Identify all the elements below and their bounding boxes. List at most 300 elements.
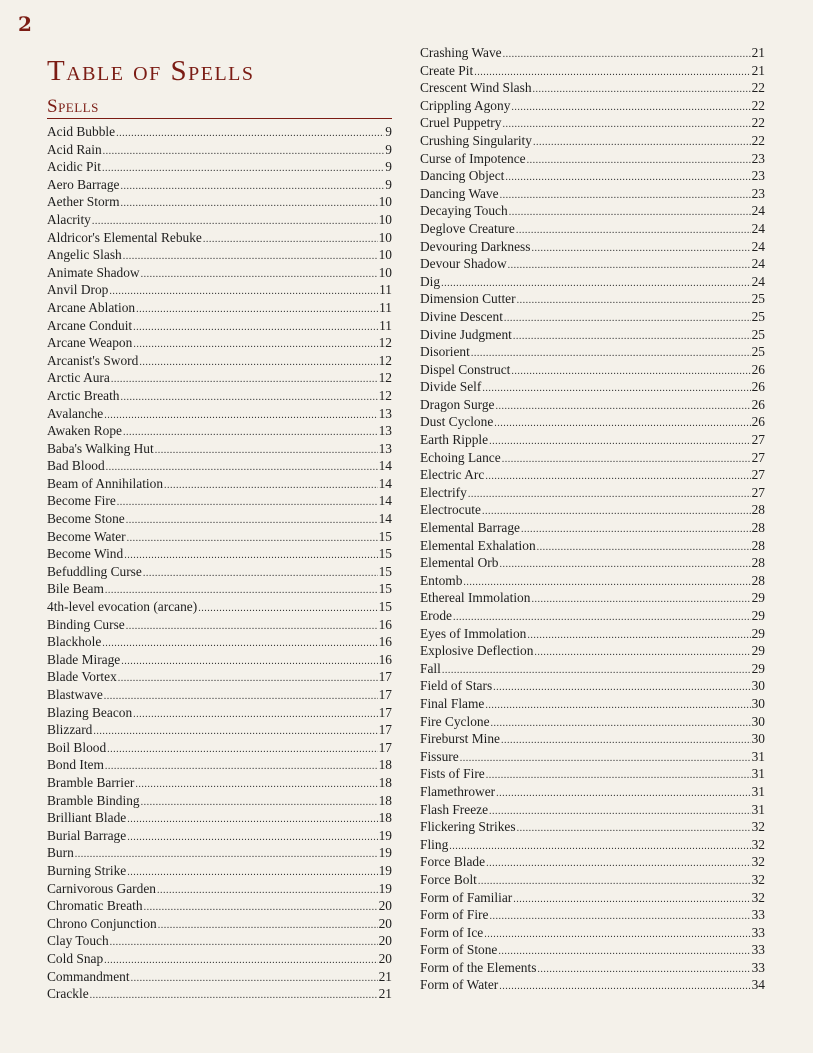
spell-name: Elemental Exhalation (420, 537, 536, 553)
page-ref: 10 (378, 264, 392, 280)
spell-name: Form of Familiar (420, 889, 513, 905)
toc-entry[interactable] (47, 123, 392, 141)
spell-name: Acid Bubble (47, 124, 116, 139)
spell-name: Fling (420, 836, 449, 852)
spell-name: Fall (420, 660, 441, 676)
page-ref: 15 (378, 528, 392, 544)
dot-leader (501, 732, 751, 750)
toc-entry[interactable] (47, 422, 392, 440)
toc-entry[interactable] (420, 572, 765, 590)
spell-name: Cold Snap (47, 950, 104, 966)
toc-entry[interactable] (47, 827, 392, 845)
toc-entry[interactable] (47, 968, 392, 986)
spell-name: Carnivorous Garden (47, 880, 156, 896)
toc-entry[interactable] (420, 906, 765, 924)
dot-leader (534, 644, 750, 662)
spell-name: Elemental Barrage (420, 520, 521, 536)
page-ref: 30 (751, 695, 765, 711)
page-ref: 12 (378, 335, 392, 351)
spell-name: Become Wind (47, 546, 124, 562)
toc-entry[interactable] (420, 625, 765, 643)
toc-entry[interactable] (47, 317, 392, 335)
page-number: 2 (18, 12, 32, 36)
spell-name: Chrono Conjunction (47, 915, 157, 931)
dot-leader (502, 116, 750, 134)
spell-name: Create Pit (420, 62, 474, 78)
toc-entry[interactable] (420, 783, 765, 801)
toc-entry[interactable] (420, 273, 765, 291)
toc-entry[interactable] (47, 739, 392, 757)
dot-leader (502, 451, 751, 469)
dot-leader (107, 741, 377, 759)
toc-entry[interactable] (420, 255, 765, 273)
toc-entry[interactable] (47, 668, 392, 686)
toc-entry[interactable] (47, 932, 392, 950)
dot-leader (505, 169, 750, 187)
page-ref: 27 (751, 484, 765, 500)
toc-entry[interactable] (47, 492, 392, 510)
spell-name: Crushing Singularity (420, 132, 532, 148)
toc-entry[interactable] (420, 167, 765, 185)
toc-entry[interactable] (420, 642, 765, 660)
toc-entry[interactable] (47, 809, 392, 827)
dot-leader (485, 697, 750, 715)
spell-name: Form of Water (420, 977, 499, 993)
spell-name: Erode (420, 608, 452, 623)
dot-leader (508, 257, 751, 275)
spell-name: Disorient (420, 344, 470, 360)
page-ref: 15 (378, 546, 392, 562)
dot-leader (109, 283, 378, 301)
spell-name: Form of Fire (420, 907, 489, 923)
page-ref: 29 (751, 590, 765, 606)
spell-name: Beam of Annihilation (47, 475, 164, 491)
page-ref: 10 (378, 247, 392, 263)
page-ref: 11 (379, 317, 392, 333)
toc-entry[interactable] (47, 193, 392, 211)
toc-entry[interactable] (47, 369, 392, 387)
toc-entry[interactable] (420, 713, 765, 731)
toc-entry[interactable] (420, 431, 765, 449)
dot-leader (513, 328, 751, 346)
page-ref: 34 (751, 977, 765, 993)
page-ref: 19 (378, 845, 392, 861)
spell-name: Clay Touch (47, 933, 109, 949)
toc-entry[interactable] (47, 528, 392, 546)
page-ref: 30 (751, 713, 765, 729)
dot-leader (491, 715, 751, 733)
dot-leader (527, 627, 750, 645)
toc-entry[interactable] (420, 801, 765, 819)
dot-leader (496, 398, 751, 416)
spell-name: Crashing Wave (420, 45, 502, 60)
spell-name: Baba's Walking Hut (47, 440, 154, 456)
spell-name: Dimension Cutter (420, 291, 516, 307)
spell-name: Burn (47, 845, 74, 861)
page-ref: 33 (751, 907, 765, 923)
page-ref: 28 (751, 537, 765, 553)
page-ref: 27 (751, 432, 765, 448)
dot-leader (126, 512, 378, 530)
spell-name: Fireburst Mine (420, 731, 500, 747)
spell-name: Dancing Object (420, 168, 505, 184)
page-ref: 18 (378, 810, 392, 826)
toc-entry[interactable] (47, 246, 392, 264)
toc-entry[interactable] (420, 466, 765, 484)
dot-leader (489, 803, 751, 821)
spell-name: Curse of Impotence (420, 150, 526, 166)
toc-entry[interactable] (420, 765, 765, 783)
toc-entry[interactable] (47, 387, 392, 405)
page-ref: 31 (751, 766, 765, 782)
page-ref: 25 (751, 344, 765, 360)
toc-entry[interactable] (420, 185, 765, 203)
dot-leader (521, 521, 751, 539)
page-ref: 11 (379, 282, 392, 298)
dot-leader (117, 494, 378, 512)
toc-entry[interactable] (420, 607, 765, 625)
spell-name: Bramble Barrier (47, 774, 135, 790)
dot-leader (482, 380, 750, 398)
toc-entry[interactable] (420, 413, 765, 431)
dot-leader (121, 178, 385, 196)
page-ref: 32 (751, 819, 765, 835)
page-ref: 22 (751, 97, 765, 113)
page-ref: 29 (751, 660, 765, 676)
toc-entry[interactable] (47, 844, 392, 862)
spell-name: Crescent Wind Slash (420, 80, 532, 96)
spell-name: Crackle (47, 986, 89, 1002)
page-ref: 28 (751, 520, 765, 536)
page-ref: 18 (378, 757, 392, 773)
toc-entry[interactable] (47, 211, 392, 229)
page-ref: 29 (751, 643, 765, 659)
toc-entry[interactable] (47, 985, 392, 1003)
toc-entry[interactable] (47, 334, 392, 352)
page-ref: 20 (378, 950, 392, 966)
dot-leader (164, 477, 378, 495)
toc-entry[interactable] (47, 633, 392, 651)
toc-entry[interactable] (420, 818, 765, 836)
spell-name: Electrify (420, 484, 467, 500)
dot-leader (123, 424, 378, 442)
toc-entry[interactable] (47, 950, 392, 968)
toc-entry[interactable] (420, 730, 765, 748)
toc-entry[interactable] (420, 924, 765, 942)
toc-entry[interactable] (47, 580, 392, 598)
toc-entry[interactable] (420, 537, 765, 555)
toc-entry[interactable] (420, 44, 765, 62)
dot-leader (517, 292, 751, 310)
dot-leader (144, 899, 378, 917)
spell-name: Awaken Rope (47, 423, 123, 439)
spell-name: Chromatic Breath (47, 898, 143, 914)
dot-leader (133, 319, 378, 337)
toc-entry[interactable] (420, 132, 765, 150)
toc-entry[interactable] (420, 449, 765, 467)
toc-entry[interactable] (47, 915, 392, 933)
dot-leader (133, 336, 377, 354)
spell-name: Decaying Touch (420, 203, 508, 219)
toc-entry[interactable] (420, 484, 765, 502)
toc-entry[interactable] (420, 343, 765, 361)
spell-name: Angelic Slash (47, 247, 122, 263)
spell-name: Become Fire (47, 493, 116, 509)
page-ref: 10 (378, 194, 392, 210)
spell-name: Acidic Pit (47, 159, 101, 175)
toc-entry[interactable] (420, 238, 765, 256)
page-ref: 9 (385, 159, 392, 175)
spell-name: Bond Item (47, 757, 104, 773)
spell-name: Form of Stone (420, 942, 498, 958)
toc-entry[interactable] (47, 352, 392, 370)
page-ref: 23 (751, 168, 765, 184)
page-ref: 13 (378, 423, 392, 439)
dot-leader (511, 99, 750, 117)
toc-entry[interactable] (420, 378, 765, 396)
dot-leader (485, 468, 750, 486)
toc-entry[interactable] (47, 651, 392, 669)
dot-leader (93, 723, 377, 741)
dot-leader (482, 503, 751, 521)
toc-entry[interactable] (420, 836, 765, 854)
dot-leader (449, 838, 750, 856)
dot-leader (103, 143, 385, 161)
dot-leader (123, 248, 378, 266)
dot-leader (155, 442, 378, 460)
spell-name: Field of Stars (420, 678, 493, 694)
toc-entry[interactable] (47, 563, 392, 581)
page-ref: 21 (751, 62, 765, 78)
spell-name: Crippling Agony (420, 97, 511, 113)
toc-entry[interactable] (420, 361, 765, 379)
toc-entry[interactable] (420, 660, 765, 678)
page-ref: 33 (751, 924, 765, 940)
toc-entry[interactable] (47, 405, 392, 423)
toc-entry[interactable] (47, 598, 392, 616)
toc-entry[interactable] (420, 220, 765, 238)
dot-leader (513, 891, 750, 909)
toc-entry[interactable] (420, 853, 765, 871)
toc-entry[interactable] (420, 308, 765, 326)
toc-entry[interactable] (420, 695, 765, 713)
spell-name: Become Stone (47, 511, 125, 527)
page-ref: 9 (385, 141, 392, 157)
spell-name: Bad Blood (47, 458, 105, 474)
spell-name: Flash Freeze (420, 801, 489, 817)
page-ref: 18 (378, 774, 392, 790)
spell-name: Cruel Puppetry (420, 115, 502, 131)
dot-leader (517, 820, 751, 838)
toc-entry[interactable] (420, 748, 765, 766)
toc-entry[interactable] (47, 141, 392, 159)
toc-entry[interactable] (47, 880, 392, 898)
page-ref: 27 (751, 467, 765, 483)
page-ref: 20 (378, 898, 392, 914)
dot-leader (135, 776, 377, 794)
toc-entry[interactable] (420, 889, 765, 907)
toc-entry[interactable] (47, 440, 392, 458)
toc-entry[interactable] (420, 519, 765, 537)
spell-name: 4th-level evocation (arcane) (47, 599, 198, 615)
dot-leader (136, 301, 378, 319)
page-ref: 26 (751, 396, 765, 412)
spell-name: Final Flame (420, 695, 485, 711)
toc-entry[interactable] (420, 976, 765, 994)
spell-name: Anvil Drop (47, 282, 109, 298)
toc-entry[interactable] (420, 62, 765, 80)
toc-entry[interactable] (47, 176, 392, 194)
spell-name: Acid Rain (47, 141, 102, 157)
dot-leader (127, 829, 377, 847)
dot-leader (110, 934, 378, 952)
page-ref: 17 (378, 722, 392, 738)
toc-entry[interactable] (47, 756, 392, 774)
page-ref: 33 (751, 959, 765, 975)
page-ref: 14 (378, 493, 392, 509)
page-ref: 13 (378, 440, 392, 456)
page-ref: 25 (751, 326, 765, 342)
page-ref: 11 (379, 299, 392, 315)
dot-leader (533, 81, 751, 99)
page-ref: 22 (751, 132, 765, 148)
page-ref: 26 (751, 379, 765, 395)
toc-entry[interactable] (47, 704, 392, 722)
toc-entry[interactable] (420, 114, 765, 132)
spell-name: Devouring Darkness (420, 238, 531, 254)
spell-name: Befuddling Curse (47, 563, 142, 579)
spell-name: Elemental Orb (420, 555, 499, 571)
spell-name: Arcane Conduit (47, 317, 133, 333)
toc-entry[interactable] (47, 721, 392, 739)
dot-leader (489, 433, 751, 451)
dot-leader (486, 855, 751, 873)
spell-name: Electrocute (420, 502, 481, 518)
toc-entry[interactable] (47, 281, 392, 299)
toc-entry[interactable] (47, 299, 392, 317)
spell-name: Dancing Wave (420, 185, 499, 201)
page-ref: 21 (378, 986, 392, 1002)
toc-entry[interactable] (420, 871, 765, 889)
page-ref: 10 (378, 211, 392, 227)
page-ref: 16 (378, 634, 392, 650)
dot-leader (90, 987, 378, 1005)
dot-leader (516, 222, 751, 240)
toc-entry[interactable] (47, 897, 392, 915)
spell-list-left-column (47, 123, 392, 1003)
toc-entry[interactable] (420, 97, 765, 115)
toc-entry[interactable] (47, 457, 392, 475)
dot-leader (158, 917, 378, 935)
toc-entry[interactable] (420, 290, 765, 308)
toc-entry[interactable] (420, 589, 765, 607)
spell-name: Divine Descent (420, 308, 503, 324)
spell-name: Brilliant Blade (47, 810, 127, 826)
page-ref: 17 (378, 669, 392, 685)
toc-entry[interactable] (47, 264, 392, 282)
page-ref: 18 (378, 792, 392, 808)
spell-name: Force Bolt (420, 871, 477, 887)
toc-entry[interactable] (47, 792, 392, 810)
page-ref: 15 (378, 581, 392, 597)
dot-leader (118, 670, 378, 688)
dot-leader (509, 204, 751, 222)
spell-name: Form of Ice (420, 924, 484, 940)
toc-entry[interactable] (47, 616, 392, 634)
spell-list-right-column (420, 44, 765, 994)
toc-entry[interactable] (420, 396, 765, 414)
spell-name: Form of the Elements (420, 959, 537, 975)
dot-leader (104, 688, 378, 706)
page-ref: 22 (751, 80, 765, 96)
toc-entry[interactable] (47, 862, 392, 880)
toc-entry[interactable] (47, 158, 392, 176)
spell-name: Eyes of Immolation (420, 625, 527, 641)
toc-entry[interactable] (420, 554, 765, 572)
spell-name: Bile Beam (47, 581, 104, 597)
toc-entry[interactable] (47, 545, 392, 563)
toc-entry[interactable] (47, 510, 392, 528)
page-ref: 24 (751, 220, 765, 236)
spell-name: Fissure (420, 748, 459, 764)
dot-leader (127, 811, 377, 829)
toc-entry[interactable] (420, 79, 765, 97)
toc-entry[interactable] (47, 475, 392, 493)
dot-leader (484, 926, 750, 944)
spell-name: Burial Barrage (47, 827, 127, 843)
dot-leader (503, 46, 751, 64)
page-ref: 25 (751, 308, 765, 324)
spell-name: Dragon Surge (420, 396, 495, 412)
toc-entry[interactable] (47, 774, 392, 792)
spell-name: Alacrity (47, 211, 91, 227)
page-ref: 28 (751, 555, 765, 571)
spell-name: Binding Curse (47, 616, 125, 632)
page-ref: 24 (751, 256, 765, 272)
page-ref: 24 (751, 238, 765, 254)
page-ref: 15 (378, 599, 392, 615)
page-ref: 13 (378, 405, 392, 421)
page-ref: 20 (378, 933, 392, 949)
dot-leader (104, 407, 377, 425)
toc-entry[interactable] (420, 202, 765, 220)
spell-name: Fists of Fire (420, 766, 485, 782)
page-ref: 19 (378, 880, 392, 896)
dot-leader (471, 345, 751, 363)
spell-name: Dispel Construct (420, 361, 511, 377)
toc-entry[interactable] (420, 959, 765, 977)
toc-entry[interactable] (420, 941, 765, 959)
dot-leader (131, 970, 378, 988)
toc-entry[interactable] (420, 150, 765, 168)
spell-name: Blade Mirage (47, 651, 121, 667)
page-ref: 27 (751, 449, 765, 465)
toc-entry[interactable] (47, 686, 392, 704)
dot-leader (127, 530, 378, 548)
page-ref: 30 (751, 731, 765, 747)
toc-entry[interactable] (420, 326, 765, 344)
spell-name: Flamethrower (420, 783, 496, 799)
toc-entry[interactable] (420, 501, 765, 519)
page-ref: 32 (751, 836, 765, 852)
page-ref: 19 (378, 827, 392, 843)
dot-leader (139, 354, 377, 372)
toc-entry[interactable] (420, 677, 765, 695)
page-ref: 25 (751, 291, 765, 307)
toc-entry[interactable] (47, 229, 392, 247)
dot-leader (116, 125, 384, 143)
dot-leader (198, 600, 377, 618)
